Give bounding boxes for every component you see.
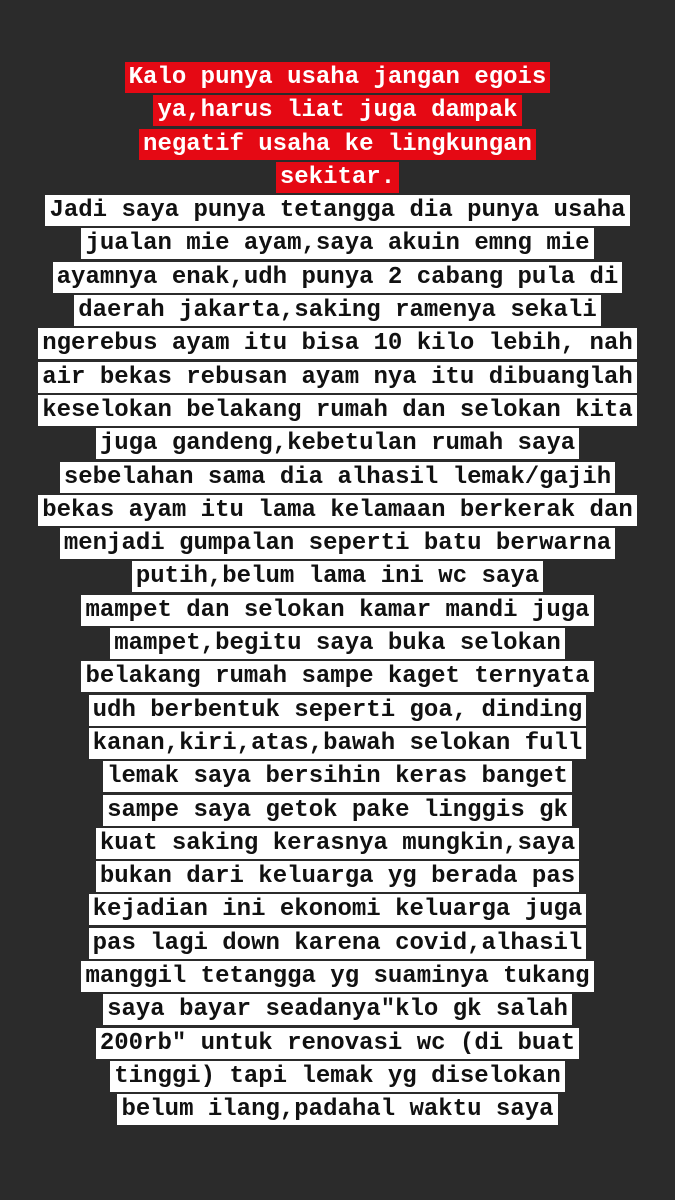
body-line: menjadi gumpalan seperti batu berwarna <box>60 528 615 559</box>
body-line: sampe saya getok pake linggis gk <box>103 795 572 826</box>
story-headline <box>125 62 551 195</box>
body-line: udh berbentuk seperti goa, dinding <box>89 695 587 726</box>
body-line: lemak saya bersihin keras banget <box>103 761 572 792</box>
body-line: belum ilang,padahal waktu saya <box>117 1094 557 1125</box>
body-line: belakang rumah sampe kaget ternyata <box>81 661 593 692</box>
headline-line: ya,harus liat juga dampak <box>153 95 521 126</box>
body-line: ayamnya enak,udh punya 2 cabang pula di <box>53 262 623 293</box>
body-line: juga gandeng,kebetulan rumah saya <box>96 428 579 459</box>
body-line: mampet dan selokan kamar mandi juga <box>81 595 593 626</box>
body-line: jualan mie ayam,saya akuin emng mie <box>81 228 593 259</box>
body-line: bukan dari keluarga yg berada pas <box>96 861 579 892</box>
body-line: Jadi saya punya tetangga dia punya usaha <box>45 195 629 226</box>
headline-line: sekitar. <box>276 162 399 193</box>
body-line: 200rb" untuk renovasi wc (di buat <box>96 1028 579 1059</box>
body-line: air bekas rebusan ayam nya itu dibuanglah <box>38 362 637 393</box>
story-body <box>38 195 637 1127</box>
body-line: putih,belum lama ini wc saya <box>132 561 543 592</box>
body-line: sebelahan sama dia alhasil lemak/gajih <box>60 462 615 493</box>
body-line: mampet,begitu saya buka selokan <box>110 628 564 659</box>
body-line: pas lagi down karena covid,alhasil <box>89 928 587 959</box>
headline-line: negatif usaha ke lingkungan <box>139 129 536 160</box>
body-line: kuat saking kerasnya mungkin,saya <box>96 828 579 859</box>
body-line: manggil tetangga yg suaminya tukang <box>81 961 593 992</box>
body-line: keselokan belakang rumah dan selokan kita <box>38 395 637 426</box>
body-line: tinggi) tapi lemak yg diselokan <box>110 1061 564 1092</box>
body-line: kanan,kiri,atas,bawah selokan full <box>89 728 587 759</box>
body-line: ngerebus ayam itu bisa 10 kilo lebih, nah <box>38 328 637 359</box>
body-line: daerah jakarta,saking ramenya sekali <box>74 295 600 326</box>
story-text <box>0 62 675 1128</box>
body-line: bekas ayam itu lama kelamaan berkerak dan <box>38 495 637 526</box>
body-line: kejadian ini ekonomi keluarga juga <box>89 894 587 925</box>
headline-line: Kalo punya usaha jangan egois <box>125 62 551 93</box>
body-line: saya bayar seadanya"klo gk salah <box>103 994 572 1025</box>
